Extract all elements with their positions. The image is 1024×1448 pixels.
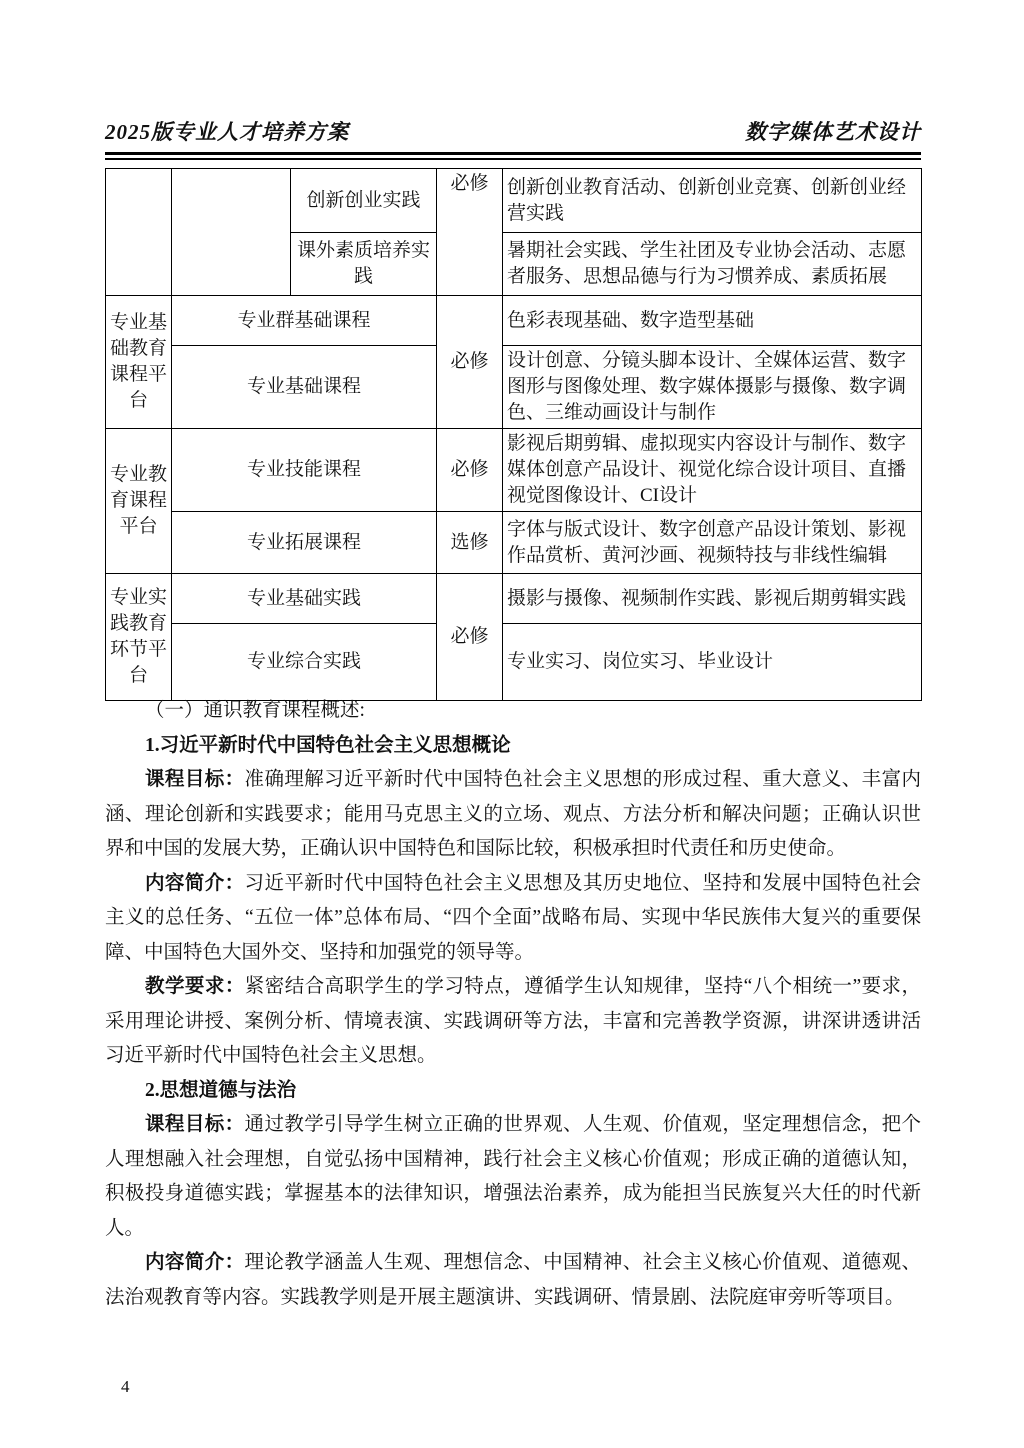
course-heading: 2.思想道德与法治 — [145, 1079, 297, 1101]
course-cell: 创新创业实践 — [291, 169, 437, 233]
content-cell: 影视后期剪辑、虚拟现实内容设计与制作、数字媒体创意产品设计、视觉化综合设计项目、直播视觉图像设计、CI设计 — [503, 429, 922, 512]
paragraph-text: 理论教学涵盖人生观、理想信念、中国精神、社会主义核心价值观、道德观、法治观教育等内容。实践教学则是开展主题演讲、实践调研、情景剧、法院庭审旁听等项目。 — [105, 1252, 921, 1308]
paragraph-text: 通过教学引导学生树立正确的世界观、人生观、价值观，坚定理想信念，把个人理想融入社会理想，自觉弘扬中国精神，践行社会主义核心价值观；形成正确的道德认知，积极投身道德实践；掌握基本的法律知识，增强法治素养，成为能担当民族复兴大任的时代新人。 — [105, 1114, 921, 1239]
section-heading: （一）通识教育课程概述: — [145, 700, 365, 721]
course-cell: 课外素质培养实践 — [291, 233, 437, 296]
course-cell: 专业拓展课程 — [172, 512, 437, 574]
type-cell: 必修 — [437, 169, 503, 296]
platform-cell: 专业实践教育环节平台 — [106, 574, 172, 701]
paragraph — [105, 867, 921, 971]
paragraph — [105, 970, 921, 1074]
page-header — [105, 116, 921, 160]
paragraph-label: 内容简介： — [145, 872, 245, 894]
paragraph — [105, 1246, 921, 1315]
type-cell: 必修 — [437, 296, 503, 429]
platform-cell: 专业基础教育课程平台 — [106, 296, 172, 429]
header-left-title: 2025版专业人才培养方案 — [105, 120, 349, 144]
paragraph-label: 内容简介： — [145, 1252, 245, 1273]
content-cell: 色彩表现基础、数字造型基础 — [503, 296, 922, 346]
content-cell: 字体与版式设计、数字创意产品设计策划、影视作品赏析、黄河沙画、视频特技与非线性编辑 — [503, 512, 922, 574]
paragraph-text: 习近平新时代中国特色社会主义思想及其历史地位、坚持和发展中国特色社会主义的总任务、“五位一体”总体布局、“四个全面”战略布局、实现中华民族伟大复兴的重要保障、中国特色大国外交、坚持和加强党的领导等。 — [105, 872, 921, 963]
paragraph-text: 紧密结合高职学生的学习特点，遵循学生认知规律，坚持“八个相统一”要求，采用理论讲授、案例分析、情境表演、实践调研等方法，丰富和完善教学资源，讲深讲透讲活习近平新时代中国特色社会主义思想。 — [105, 976, 921, 1066]
curriculum-table — [105, 168, 922, 701]
content-cell: 专业实习、岗位实习、毕业设计 — [503, 624, 922, 701]
group-cell-empty — [172, 169, 291, 296]
content-cell: 创新创业教育活动、创新创业竞赛、创新创业经营实践 — [503, 169, 922, 233]
type-cell: 必修 — [437, 429, 503, 512]
course-cell: 专业综合实践 — [172, 624, 437, 701]
paragraph-label: 课程目标： — [145, 769, 245, 790]
content-cell: 摄影与摄像、视频制作实践、影视后期剪辑实践 — [503, 574, 922, 624]
platform-cell — [106, 169, 172, 296]
paragraph-label: 教学要求： — [145, 976, 245, 997]
paragraph — [105, 1108, 921, 1246]
content-cell: 设计创意、分镜头脚本设计、全媒体运营、数字图形与图像处理、数字媒体摄影与摄像、数字调色、三维动画设计与制作 — [503, 346, 922, 429]
course-heading: 1.习近平新时代中国特色社会主义思想概论 — [145, 734, 511, 756]
content-cell: 暑期社会实践、学生社团及专业协会活动、志愿者服务、思想品德与行为习惯养成、素质拓展 — [503, 233, 922, 296]
course-cell: 专业技能课程 — [172, 429, 437, 512]
curriculum-table-wrap — [105, 168, 921, 701]
header-rule — [105, 152, 921, 160]
paragraph — [105, 763, 921, 867]
body-text — [105, 694, 921, 1315]
page-number: 4 — [121, 1377, 130, 1396]
platform-cell: 专业教育课程平台 — [106, 429, 172, 574]
header-right-title: 数字媒体艺术设计 — [745, 120, 921, 144]
course-cell: 专业基础实践 — [172, 574, 437, 624]
paragraph-text: 准确理解习近平新时代中国特色社会主义思想的形成过程、重大意义、丰富内涵、理论创新和实践要求；能用马克思主义的立场、观点、方法分析和解决问题；正确认识世界和中国的发展大势，正确认识中国特色和国际比较，积极承担时代责任和历史使命。 — [105, 769, 921, 859]
type-cell: 选修 — [437, 512, 503, 574]
course-cell: 专业基础课程 — [172, 346, 437, 429]
type-cell: 必修 — [437, 574, 503, 701]
paragraph-label: 课程目标： — [145, 1114, 245, 1135]
course-cell: 专业群基础课程 — [172, 296, 437, 346]
